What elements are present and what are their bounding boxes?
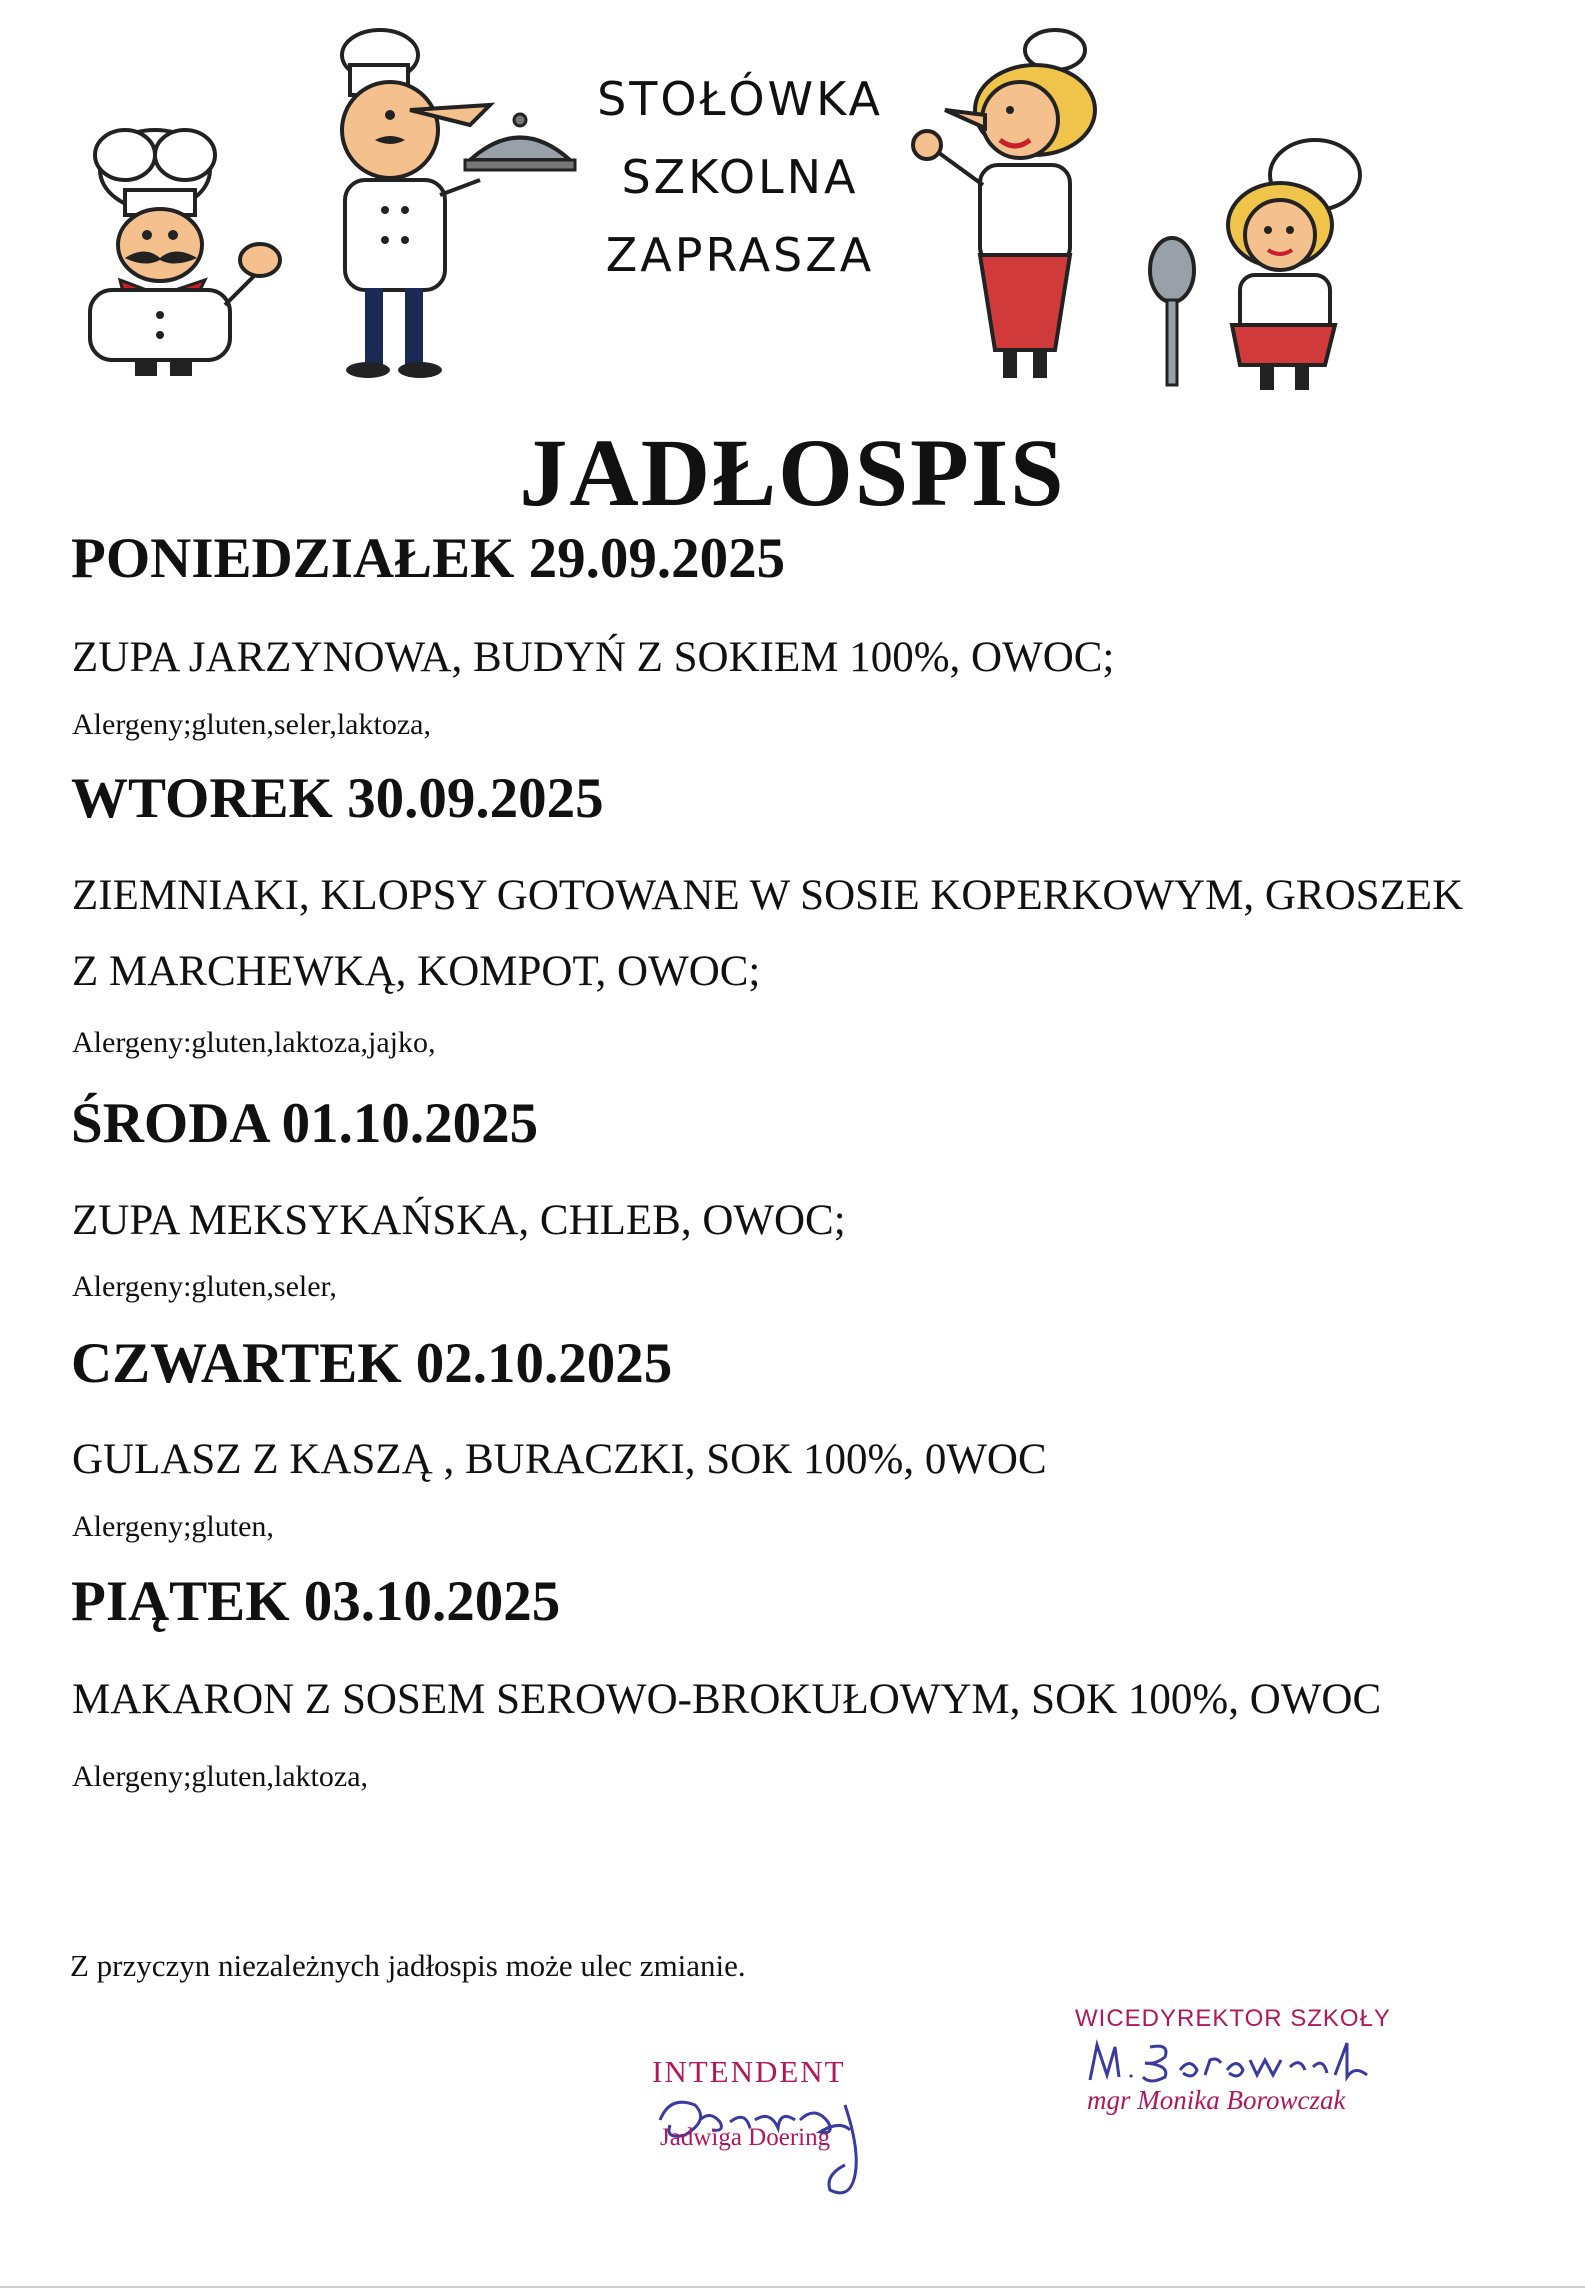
allergens-friday: Alergeny;gluten,laktoza, [72,1760,369,1793]
mustached-chef-illustration [55,110,305,380]
meal-line-thursday: GULASZ Z KASZĄ , BURACZKI, SOK 100%, 0WOC [72,1436,1047,1483]
day-heading-wednesday: ŚRODA 01.10.2025 [71,1092,539,1155]
header-line-2: SZKOLNA [621,150,859,204]
day-heading-thursday: CZWARTEK 02.10.2025 [71,1332,673,1395]
intendent-stamp [650,2050,880,2210]
chef-with-cloche-illustration [320,20,580,380]
day-heading-friday: PIĄTEK 03.10.2025 [71,1570,561,1633]
header-slogan [560,60,920,294]
header-line-3: ZAPRASZA [605,228,875,282]
header-line-1: STOŁÓWKA [597,72,883,126]
vice-principal-stamp-name: mgr Monika Borowczak [1087,2085,1346,2115]
intendent-stamp-name: Jadwiga Doering [660,2124,831,2151]
menu-title: JADŁOSPIS [519,419,1066,526]
intendent-stamp-title: INTENDENT [652,2054,846,2089]
allergens-tuesday: Alergeny:gluten,laktoza,jajko, [72,1026,436,1059]
page-bottom-edge [0,2286,1585,2288]
meal-line-monday: ZUPA JARZYNOWA, BUDYŃ Z SOKIEM 100%, OWOC; [72,634,1115,681]
disclaimer-note: Z przyczyn niezależnych jadłospis może ulec zmianie. [70,1948,746,1983]
allergens-monday: Alergeny;gluten,seler,laktoza, [72,708,431,741]
meal-line-friday: MAKARON Z SOSEM SEROWO-BROKUŁOWYM, SOK 100%, OWOC [72,1676,1382,1723]
girl-chef-with-spoon-illustration [1140,130,1380,400]
day-heading-monday: PONIEDZIAŁEK 29.09.2025 [71,527,786,590]
header-banner [0,0,1585,420]
day-heading-tuesday: WTOREK 30.09.2025 [71,767,604,830]
woman-chef-illustration [905,20,1135,390]
allergens-wednesday: Alergeny:gluten,seler, [72,1270,337,1303]
meal-line-tuesday-1: ZIEMNIAKI, KLOPSY GOTOWANE W SOSIE KOPERKOWYM, GROSZEK [72,872,1464,919]
allergens-thursday: Alergeny;gluten, [72,1510,274,1543]
meal-line-tuesday-2: Z MARCHEWKĄ, KOMPOT, OWOC; [72,948,761,995]
vice-principal-signature [1085,2035,1375,2090]
meal-line-wednesday: ZUPA MEKSYKAŃSKA, CHLEB, OWOC; [72,1197,846,1244]
vice-principal-stamp-title: WICEDYREKTOR SZKOŁY [1075,2005,1391,2032]
vice-principal-stamp [1075,2005,1395,2135]
